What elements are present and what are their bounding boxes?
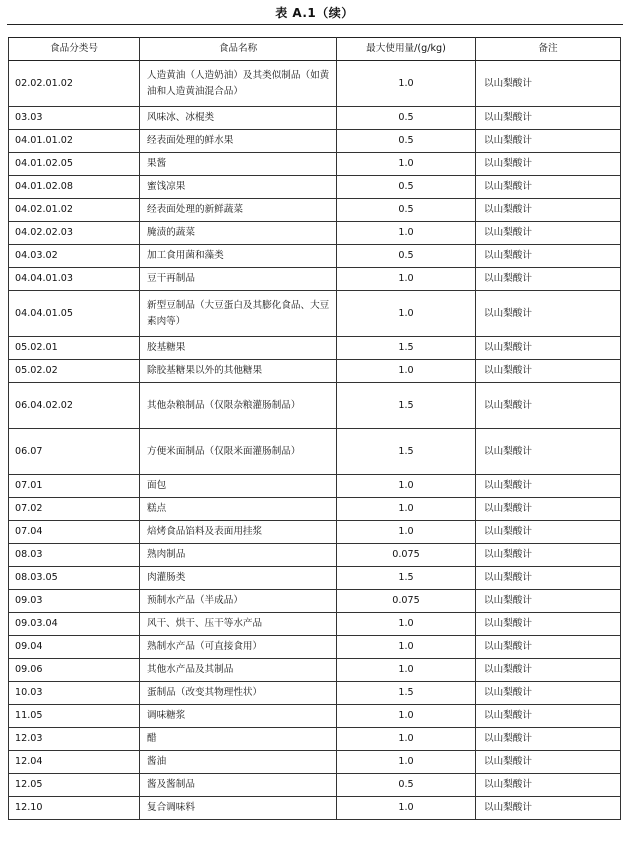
food-name-cell: 醋: [140, 728, 337, 751]
category-code-cell: 02.02.01.02: [9, 61, 140, 107]
remark-cell: 以山梨酸计: [476, 797, 621, 820]
remark-cell: 以山梨酸计: [476, 705, 621, 728]
remark-cell: 以山梨酸计: [476, 61, 621, 107]
category-code-cell: 06.07: [9, 429, 140, 475]
food-name-cell: 方便米面制品（仅限米面灌肠制品）: [140, 429, 337, 475]
table-row: [9, 521, 621, 544]
max-usage-cell: 1.0: [337, 751, 476, 774]
category-code-cell: 07.02: [9, 498, 140, 521]
max-usage-cell: 1.0: [337, 705, 476, 728]
additive-usage-table: [8, 37, 621, 820]
max-usage-cell: 1.0: [337, 728, 476, 751]
table-row: [9, 268, 621, 291]
category-code-cell: 04.01.02.05: [9, 153, 140, 176]
max-usage-cell: 1.0: [337, 222, 476, 245]
remark-cell: 以山梨酸计: [476, 176, 621, 199]
food-name-cell: 经表面处理的新鲜蔬菜: [140, 199, 337, 222]
food-name-cell: 焙烤食品馅料及表面用挂浆: [140, 521, 337, 544]
remark-cell: 以山梨酸计: [476, 728, 621, 751]
table-row: [9, 360, 621, 383]
category-code-cell: 07.04: [9, 521, 140, 544]
max-usage-cell: 0.5: [337, 176, 476, 199]
table-row: [9, 659, 621, 682]
food-name-cell: 其他水产品及其制品: [140, 659, 337, 682]
food-name-cell: 新型豆制品（大豆蛋白及其膨化食品、大豆素肉等）: [140, 291, 337, 337]
max-usage-cell: 1.0: [337, 360, 476, 383]
max-usage-cell: 1.0: [337, 475, 476, 498]
remark-cell: 以山梨酸计: [476, 590, 621, 613]
max-usage-cell: 1.0: [337, 636, 476, 659]
food-name-cell: 调味糖浆: [140, 705, 337, 728]
table-body: [9, 61, 621, 820]
food-name-cell: 豆干再制品: [140, 268, 337, 291]
max-usage-cell: 1.5: [337, 682, 476, 705]
food-name-cell: 熟肉制品: [140, 544, 337, 567]
table-row: [9, 291, 621, 337]
table-row: [9, 153, 621, 176]
remark-cell: 以山梨酸计: [476, 636, 621, 659]
caption-rule: [7, 24, 623, 25]
table-row: [9, 774, 621, 797]
remark-cell: 以山梨酸计: [476, 360, 621, 383]
table-row: [9, 475, 621, 498]
table-row: [9, 728, 621, 751]
category-code-cell: 04.02.01.02: [9, 199, 140, 222]
food-name-cell: 蜜饯凉果: [140, 176, 337, 199]
food-name-cell: 经表面处理的鲜水果: [140, 130, 337, 153]
remark-cell: 以山梨酸计: [476, 498, 621, 521]
food-name-cell: 风干、烘干、压干等水产品: [140, 613, 337, 636]
remark-cell: 以山梨酸计: [476, 429, 621, 475]
max-usage-cell: 1.0: [337, 268, 476, 291]
category-code-cell: 12.03: [9, 728, 140, 751]
max-usage-cell: 0.5: [337, 199, 476, 222]
category-code-cell: 03.03: [9, 107, 140, 130]
category-code-cell: 04.02.02.03: [9, 222, 140, 245]
remark-cell: 以山梨酸计: [476, 475, 621, 498]
category-code-cell: 09.06: [9, 659, 140, 682]
remark-cell: 以山梨酸计: [476, 751, 621, 774]
max-usage-cell: 1.0: [337, 659, 476, 682]
food-name-cell: 腌渍的蔬菜: [140, 222, 337, 245]
category-code-cell: 05.02.01: [9, 337, 140, 360]
food-name-cell: 面包: [140, 475, 337, 498]
remark-cell: 以山梨酸计: [476, 774, 621, 797]
table-row: [9, 337, 621, 360]
food-name-cell: 糕点: [140, 498, 337, 521]
food-name-cell: 酱油: [140, 751, 337, 774]
max-usage-cell: 1.5: [337, 337, 476, 360]
remark-cell: 以山梨酸计: [476, 245, 621, 268]
max-usage-cell: 0.5: [337, 130, 476, 153]
max-usage-cell: 0.5: [337, 107, 476, 130]
table-row: [9, 797, 621, 820]
remark-cell: 以山梨酸计: [476, 222, 621, 245]
table-caption: 表 A.1（续）: [275, 6, 354, 20]
table-row: [9, 130, 621, 153]
max-usage-cell: 1.0: [337, 521, 476, 544]
table-row: [9, 751, 621, 774]
remark-cell: 以山梨酸计: [476, 544, 621, 567]
table-row: [9, 636, 621, 659]
category-code-cell: 05.02.02: [9, 360, 140, 383]
table-row: [9, 567, 621, 590]
table-row: [9, 107, 621, 130]
max-usage-cell: 0.5: [337, 245, 476, 268]
table-row: [9, 199, 621, 222]
table-row: [9, 429, 621, 475]
remark-cell: 以山梨酸计: [476, 291, 621, 337]
category-code-cell: 09.03: [9, 590, 140, 613]
remark-cell: 以山梨酸计: [476, 659, 621, 682]
food-name-cell: 除胶基糖果以外的其他糖果: [140, 360, 337, 383]
food-name-cell: 肉灌肠类: [140, 567, 337, 590]
category-code-cell: 04.01.01.02: [9, 130, 140, 153]
header-food-name: 食品名称: [140, 38, 337, 61]
category-code-cell: 07.01: [9, 475, 140, 498]
header-category-code: 食品分类号: [9, 38, 140, 61]
max-usage-cell: 1.5: [337, 383, 476, 429]
table-row: [9, 176, 621, 199]
header-remarks: 备注: [476, 38, 621, 61]
food-name-cell: 预制水产品（半成品）: [140, 590, 337, 613]
food-name-cell: 人造黄油（人造奶油）及其类似制品（如黄油和人造黄油混合品）: [140, 61, 337, 107]
max-usage-cell: 0.5: [337, 774, 476, 797]
max-usage-cell: 1.0: [337, 291, 476, 337]
category-code-cell: 09.04: [9, 636, 140, 659]
food-name-cell: 蛋制品（改变其物理性状）: [140, 682, 337, 705]
food-name-cell: 果酱: [140, 153, 337, 176]
category-code-cell: 11.05: [9, 705, 140, 728]
food-name-cell: 加工食用菌和藻类: [140, 245, 337, 268]
table-row: [9, 613, 621, 636]
food-name-cell: 风味冰、冰棍类: [140, 107, 337, 130]
remark-cell: 以山梨酸计: [476, 153, 621, 176]
table-row: [9, 498, 621, 521]
table-row: [9, 682, 621, 705]
remark-cell: 以山梨酸计: [476, 521, 621, 544]
remark-cell: 以山梨酸计: [476, 383, 621, 429]
remark-cell: 以山梨酸计: [476, 682, 621, 705]
table-row: [9, 544, 621, 567]
category-code-cell: 04.03.02: [9, 245, 140, 268]
table-row: [9, 383, 621, 429]
food-name-cell: 复合调味料: [140, 797, 337, 820]
category-code-cell: 08.03.05: [9, 567, 140, 590]
table-row: [9, 222, 621, 245]
food-name-cell: 酱及酱制品: [140, 774, 337, 797]
max-usage-cell: 1.5: [337, 567, 476, 590]
remark-cell: 以山梨酸计: [476, 268, 621, 291]
max-usage-cell: 0.075: [337, 590, 476, 613]
max-usage-cell: 1.0: [337, 498, 476, 521]
max-usage-cell: 1.0: [337, 61, 476, 107]
food-name-cell: 熟制水产品（可直接食用）: [140, 636, 337, 659]
table-row: [9, 245, 621, 268]
category-code-cell: 08.03: [9, 544, 140, 567]
category-code-cell: 12.10: [9, 797, 140, 820]
header-max-usage: 最大使用量/(g/kg): [337, 38, 476, 61]
max-usage-cell: 1.0: [337, 613, 476, 636]
table-row: [9, 590, 621, 613]
max-usage-cell: 0.075: [337, 544, 476, 567]
max-usage-cell: 1.0: [337, 153, 476, 176]
category-code-cell: 04.04.01.05: [9, 291, 140, 337]
category-code-cell: 12.04: [9, 751, 140, 774]
remark-cell: 以山梨酸计: [476, 337, 621, 360]
table-row: [9, 61, 621, 107]
max-usage-cell: 1.5: [337, 429, 476, 475]
category-code-cell: 10.03: [9, 682, 140, 705]
category-code-cell: 04.01.02.08: [9, 176, 140, 199]
category-code-cell: 06.04.02.02: [9, 383, 140, 429]
category-code-cell: 09.03.04: [9, 613, 140, 636]
table-header-row: [9, 38, 621, 61]
food-name-cell: 胶基糖果: [140, 337, 337, 360]
table-row: [9, 705, 621, 728]
remark-cell: 以山梨酸计: [476, 613, 621, 636]
remark-cell: 以山梨酸计: [476, 107, 621, 130]
max-usage-cell: 1.0: [337, 797, 476, 820]
food-name-cell: 其他杂粮制品（仅限杂粮灌肠制品）: [140, 383, 337, 429]
remark-cell: 以山梨酸计: [476, 199, 621, 222]
remark-cell: 以山梨酸计: [476, 130, 621, 153]
category-code-cell: 04.04.01.03: [9, 268, 140, 291]
remark-cell: 以山梨酸计: [476, 567, 621, 590]
category-code-cell: 12.05: [9, 774, 140, 797]
